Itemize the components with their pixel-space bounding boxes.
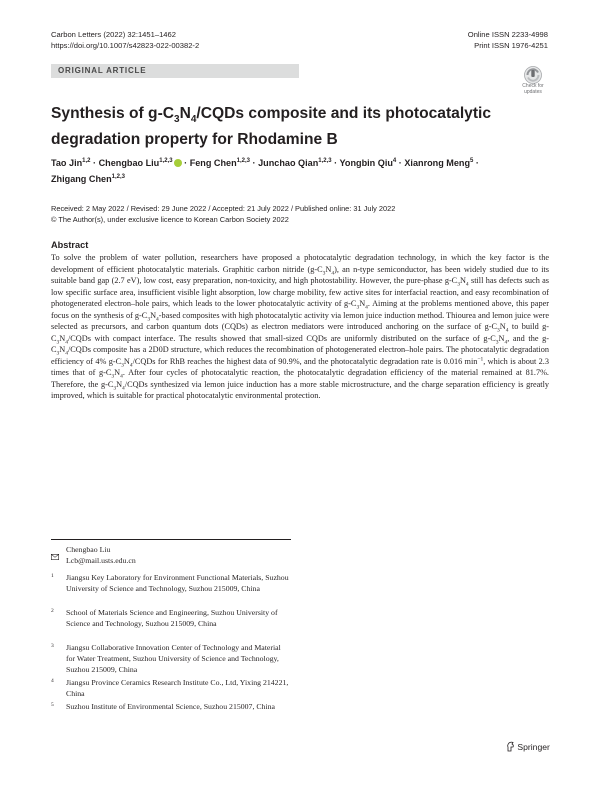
author-affiliation-marker: 5 (470, 158, 474, 164)
author-separator: · (90, 158, 99, 169)
springer-logo (506, 741, 558, 753)
article-type-banner: ORIGINAL ARTICLE (51, 64, 299, 78)
corresponding-author-name: Chengbao Liu (66, 545, 111, 554)
author-name[interactable]: Chengbao Liu (98, 158, 160, 169)
springer-horse-icon (506, 741, 515, 752)
author-affiliation-marker: 4 (392, 158, 397, 164)
copyright-notice: © The Author(s), under exclusive licence to Korean Carbon Society 2022 (51, 214, 289, 224)
author-name[interactable]: Zhigang Chen (51, 173, 112, 184)
author-name[interactable]: Junchao Qian (258, 158, 319, 169)
publication-history (51, 204, 541, 225)
running-header-left (51, 30, 199, 51)
author-affiliation-marker: 1,2,3 (111, 173, 125, 180)
author-name[interactable]: Feng Chen (189, 158, 237, 169)
author-affiliation-marker: 1,2,3 (159, 158, 173, 164)
running-header-right (468, 30, 548, 51)
author-separator: · (181, 158, 190, 169)
author-name[interactable]: Xianrong Meng (404, 158, 471, 169)
journal-citation: Carbon Letters (2022) 32:1451–1462 (51, 30, 176, 39)
correspondence (66, 544, 316, 566)
author-name[interactable]: Yongbin Qiu (339, 158, 393, 169)
author-separator: · (473, 158, 479, 169)
online-issn: Online ISSN 2233-4998 (467, 30, 548, 39)
author-separator: · (250, 158, 259, 169)
corresponding-author-email[interactable]: Lcb@mail.usts.edu.cn (66, 556, 136, 565)
history-dates: Received: 2 May 2022 / Revised: 29 June 2022 / Accepted: 21 July 2022 / Published online: 31 July 2022 (51, 204, 396, 213)
envelope-icon (51, 547, 59, 553)
publisher-name: Springer (517, 742, 550, 752)
orcid-icon[interactable] (174, 159, 182, 167)
check-for-updates-label: Check for updates (522, 83, 544, 95)
author-affiliation-marker: 1,2,3 (318, 158, 332, 164)
print-issn: Print ISSN 1976-4251 (474, 40, 548, 50)
author-affiliation-marker: 1,2 (82, 158, 91, 164)
author-affiliation-marker: 1,2,3 (236, 158, 251, 164)
author-separator: · (331, 158, 340, 169)
author-list (51, 155, 521, 186)
abstract-body: To solve the problem of water pollution, researchers have proposed a photocatalytic degradation technology, in which the key factor is the development of efficient photocatalytic materials. Graphitic carbon nitride $(g-C_3N_4)$, an n-type semiconductor, has been widely studied due to its suitable band gap (2.7 eV), low cost, easy preparation, non-toxicity, and high photostability. However, the pure-phase $g-C_3N_4$ still has defects such as low specific surface area, insufficient visible light absorption, low charge mobility, few active sites for interfacial reaction, and easy recombination of photogenerated electron–hole pairs, which leads to the lower photocatalytic activity of $g-C_3N_4$. Aiming at the problems mentioned above, this paper focus on the synthesis of $g-C_3N_4$-based composites with high photocatalytic activity via lemon juice induction method. Thiourea and lemon juice were selected as precursors, and carbon quantum dots (CQDs) as electron mediators were introduced anchoring on the surface of $g-C_3N_4$ to build $g-C_3N_4$/CQDs with compact interface. The results showed that small-sized CQDs are uniformly distributed on the surface of $g-C_3N_4$, and the $g-C_3N_4$/CQDs composite has a 2D0D structure, which reduces the recombination of photogenerated electron–hole pairs. The photocatalytic degradation efficiency of 4% $g-C_3N_4$/CQDs for RhB reaches the highest data of 90.9%, and the photocatalytic degradation rate is 0.016 $\min^{-1}$, which is about 2.3 times that of $g-C_3N_4$. After four cycles of photocatalytic reaction, the photocatalytic degradation efficiency of the material remained at 81.7%. Therefore, the $g-C_3N_4$/CQDs synthesized via lemon juice induction has a more stable microstructure, and the charge separation efficiency is greatly improved, which is suitable for practical photocatalytic environmental protection. (51, 253, 550, 401)
doi-link[interactable]: https://doi.org/10.1007/s42823-022-00382-2 (51, 40, 200, 50)
abstract-heading: Abstract (51, 240, 89, 250)
author-name[interactable]: Tao Jin (51, 158, 83, 169)
article-title: Synthesis of $g-C_3N_4$/CQDs composite and its photocatalytic degradation property for Rhodamine B (51, 105, 492, 149)
author-separator: · (396, 158, 405, 169)
footnote-rule (51, 539, 291, 540)
